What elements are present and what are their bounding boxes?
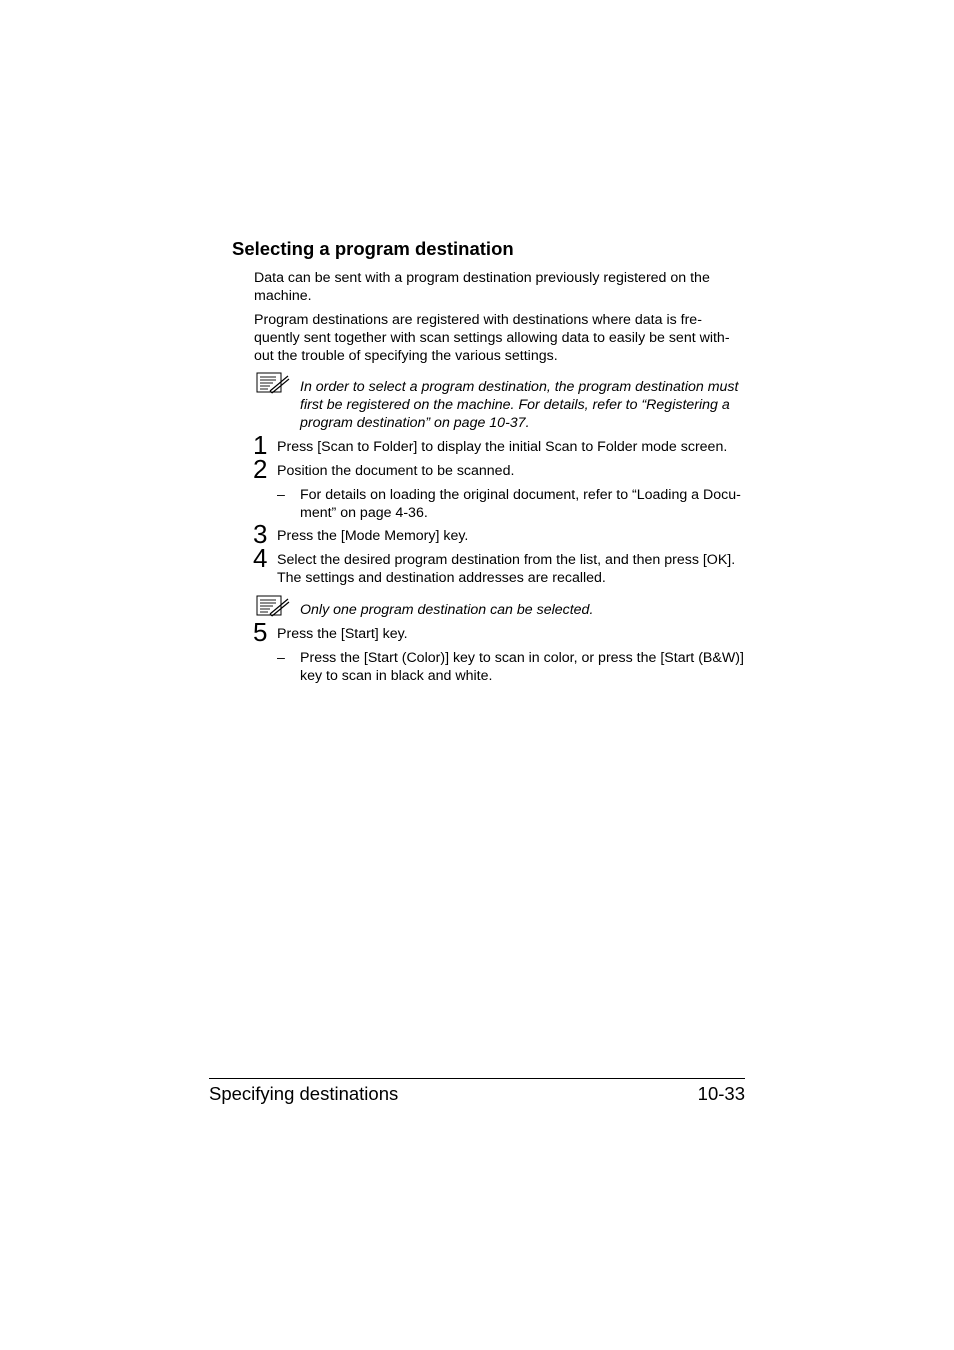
- footer-chapter-title: Specifying destinations: [209, 1083, 399, 1104]
- sub-item-text-2: For details on loading the original document, refer to “Loading a Docu- ment” on page 4-36.: [300, 487, 741, 521]
- sub-item-dash: –: [277, 650, 285, 666]
- step-text-5: Press the [Start] key.: [277, 626, 408, 642]
- step-text-2: Position the document to be scanned.: [277, 463, 515, 479]
- note-pencil-icon: [256, 595, 290, 617]
- step-number-1: 1: [253, 430, 268, 460]
- step-number-4: 4: [253, 543, 268, 573]
- note-pencil-icon: [256, 372, 290, 394]
- footer-divider: [209, 1078, 745, 1079]
- note-text-2: Only one program destination can be selected.: [300, 602, 594, 618]
- sub-item-text-5: Press the [Start (Color)] key to scan in color, or press the [Start (B&W)] key to scan in black and white.: [300, 650, 744, 684]
- intro-paragraph-2: Program destinations are registered with destinations where data is fre- quently sent together with scan settings allowing data to easily be sent with- out the trouble of specifying the various settings.: [254, 312, 730, 364]
- note-text-1: In order to select a program destination, the program destination must first be registered on the machine. For details, refer to “Registering a program destination” on page 10-37.: [300, 379, 739, 431]
- intro-paragraph-1: Data can be sent with a program destination previously registered on the machine.: [254, 270, 710, 304]
- step-text-3: Press the [Mode Memory] key.: [277, 528, 469, 544]
- step-number-5: 5: [253, 617, 268, 647]
- step-text-1: Press [Scan to Folder] to display the initial Scan to Folder mode screen.: [277, 439, 728, 455]
- step-text-4: Select the desired program destination from the list, and then press [OK]. The settings and destination addresses are recalled.: [277, 552, 736, 586]
- step-number-3: 3: [253, 519, 268, 549]
- section-heading: Selecting a program destination: [232, 238, 514, 259]
- step-number-2: 2: [253, 454, 268, 484]
- sub-item-dash: –: [277, 487, 285, 503]
- footer-page-number: 10-33: [697, 1083, 745, 1104]
